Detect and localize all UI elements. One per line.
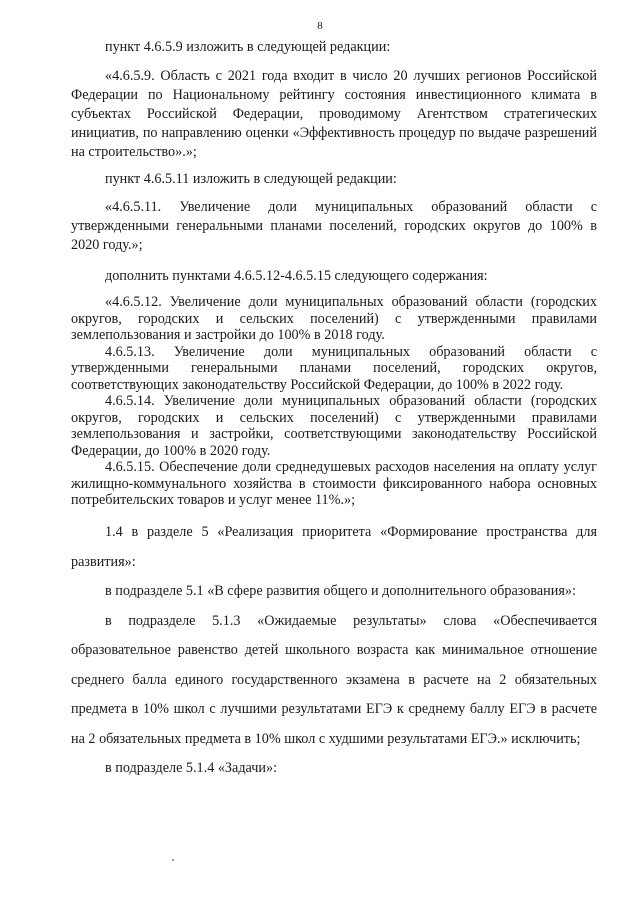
scan-speck [172, 859, 174, 861]
paragraph-p10: 1.4 в разделе 5 «Реализация приоритета «Формирование пространства для развития»: [71, 524, 597, 570]
page-number: 8 [317, 20, 323, 32]
paragraph-p9: 4.6.5.15. Обеспечение доли среднедушевых расходов населения на оплату услуг жилищно-коммунального хозяйства в стоимости фиксированного набора основных потребительских товаров и услуг менее 11%.»; [71, 459, 597, 508]
paragraph-group-section-5 [71, 518, 597, 784]
paragraph-p8: 4.6.5.14. Увеличение доли муниципальных образований области (городских округов, городских и сельских поселений) с утвержденными правилами землепользования и застройки, соответствующими законодательству Российской Федерации, до 100% в 2020 году. [71, 393, 597, 459]
paragraph-p6: «4.6.5.12. Увеличение доли муниципальных образований области (городских округов, городских и сельских поселений) с утвержденными правилами землепользования и застройки до 100% в 2018 году. [71, 294, 597, 343]
paragraph-p2: «4.6.5.9. Область с 2021 года входит в число 20 лучших регионов Российской Федерации по Национальному рейтингу состояния инвестиционного климата в субъектах Российской Федерации, проводимому Агентством стратегических инициатив, по направлению оценки «Эффективность процедур по выдаче разрешений на строительство».»; [71, 68, 597, 160]
paragraph-p11: в подразделе 5.1 «В сфере развития общего и дополнительного образования»: [105, 583, 576, 599]
paragraph-p5: дополнить пунктами 4.6.5.12-4.6.5.15 следующего содержания: [105, 268, 488, 284]
paragraph-p13: в подразделе 5.1.4 «Задачи»: [105, 760, 278, 776]
paragraph-p12: в подразделе 5.1.3 «Ожидаемые результаты» слова «Обеспечивается образовательное равенство детей школьного возраста как минимальное отношение среднего балла единого государственного экзамена в расчете на 2 обязательных предмета в 10% школ с лучшими результатами ЕГЭ к среднему баллу ЕГЭ в расчете на 2 обязательных предмета в 10% школ с худшими результатами ЕГЭ.» исключить; [71, 612, 597, 747]
paragraph-p4: «4.6.5.11. Увеличение доли муниципальных образований области с утвержденными генеральными планами поселений, городских округов до 100% в 2020 году.»; [71, 199, 597, 253]
paragraph-p1: пункт 4.6.5.9 изложить в следующей редакции: [105, 39, 391, 55]
paragraph-p7: 4.6.5.13. Увеличение доли муниципальных образований области с утвержденными генеральными планами поселений, городских округов, соответствующих законодательству Российской Федерации, до 100% в 2022 году. [71, 343, 597, 393]
paragraph-group-new-items [71, 294, 597, 509]
paragraph-p3: пункт 4.6.5.11 изложить в следующей редакции: [105, 171, 397, 187]
